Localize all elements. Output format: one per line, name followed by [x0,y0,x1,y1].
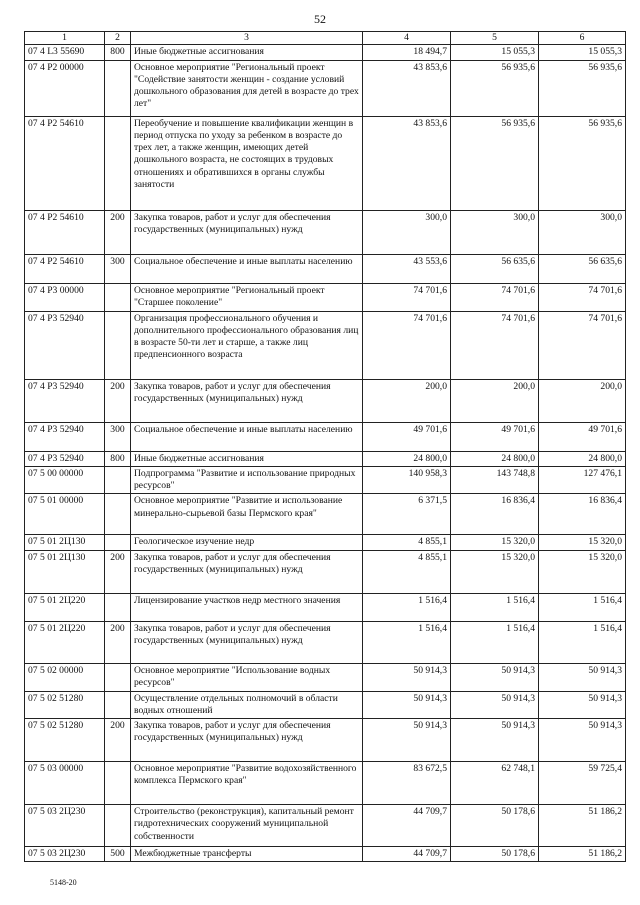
row-expense-type [105,466,131,494]
table-row [25,283,626,311]
table-row [25,663,626,691]
row-value-2021: 127 476,1 [539,466,626,494]
row-name: Закупка товаров, работ и услуг для обеспечения государственных (муниципальных) нужд [131,550,363,593]
row-name: Основное мероприятие "Развитие водохозяйственного комплекса Пермского края" [131,762,363,805]
row-value-2021: 51 186,2 [539,847,626,862]
table-row [25,60,626,116]
row-code: 07 5 01 2Ц220 [25,593,105,621]
row-expense-type [105,283,131,311]
row-code: 07 4 P2 54610 [25,254,105,283]
row-value-2019: 18 494,7 [363,45,451,60]
table-row [25,550,626,593]
column-header: 2 [105,32,131,45]
row-value-2020: 300,0 [451,210,539,254]
row-value-2019: 83 672,5 [363,762,451,805]
row-name: Основное мероприятие "Региональный проект "Содействие занятости женщин - создание условий дошкольного образования для детей в возрасте до трех лет" [131,60,363,116]
column-header: 6 [539,32,626,45]
row-expense-type [105,116,131,210]
row-value-2021: 1 516,4 [539,593,626,621]
row-value-2019: 44 709,7 [363,847,451,862]
row-value-2021: 74 701,6 [539,311,626,379]
row-expense-type: 300 [105,422,131,451]
row-code: 07 4 L3 55690 [25,45,105,60]
row-expense-type [105,60,131,116]
row-value-2020: 1 516,4 [451,621,539,663]
row-name: Межбюджетные трансферты [131,847,363,862]
row-value-2021: 16 836,4 [539,494,626,535]
column-header: 4 [363,32,451,45]
row-name: Иные бюджетные ассигнования [131,45,363,60]
row-value-2019: 43 853,6 [363,116,451,210]
row-code: 07 4 P3 52940 [25,422,105,451]
table-row [25,254,626,283]
row-code: 07 4 P3 00000 [25,283,105,311]
table-row [25,805,626,847]
row-value-2019: 74 701,6 [363,311,451,379]
row-value-2019: 4 855,1 [363,535,451,550]
row-value-2020: 24 800,0 [451,451,539,466]
row-name: Иные бюджетные ассигнования [131,451,363,466]
row-value-2019: 200,0 [363,379,451,422]
table-row [25,311,626,379]
row-code: 07 5 00 00000 [25,466,105,494]
row-name: Основное мероприятие "Использование водных ресурсов" [131,663,363,691]
table-row [25,494,626,535]
row-value-2021: 74 701,6 [539,283,626,311]
row-expense-type [105,805,131,847]
table-row [25,422,626,451]
row-value-2019: 49 701,6 [363,422,451,451]
row-code: 07 5 01 2Ц220 [25,621,105,663]
row-code: 07 5 01 2Ц130 [25,550,105,593]
row-code: 07 5 03 2Ц230 [25,847,105,862]
column-header: 1 [25,32,105,45]
row-value-2019: 43 553,6 [363,254,451,283]
table-row [25,379,626,422]
row-value-2021: 24 800,0 [539,451,626,466]
row-value-2019: 1 516,4 [363,593,451,621]
row-expense-type [105,311,131,379]
row-value-2020: 56 635,6 [451,254,539,283]
row-value-2021: 1 516,4 [539,621,626,663]
row-expense-type: 500 [105,847,131,862]
row-value-2021: 50 914,3 [539,719,626,762]
row-value-2019: 24 800,0 [363,451,451,466]
row-expense-type: 200 [105,621,131,663]
row-value-2021: 56 635,6 [539,254,626,283]
column-header: 3 [131,32,363,45]
table-row [25,535,626,550]
row-value-2021: 56 935,6 [539,116,626,210]
row-value-2021: 15 320,0 [539,535,626,550]
table-row [25,621,626,663]
page-number: 52 [314,12,326,26]
row-value-2020: 62 748,1 [451,762,539,805]
row-expense-type: 800 [105,451,131,466]
row-expense-type [105,535,131,550]
table-row [25,762,626,805]
row-name: Социальное обеспечение и иные выплаты населению [131,254,363,283]
table-body [25,45,626,862]
row-code: 07 4 P2 54610 [25,116,105,210]
row-value-2021: 15 055,3 [539,45,626,60]
row-code: 07 4 P3 52940 [25,379,105,422]
row-value-2020: 50 914,3 [451,719,539,762]
row-value-2020: 200,0 [451,379,539,422]
row-name: Геологическое изучение недр [131,535,363,550]
table-row [25,719,626,762]
row-value-2021: 15 320,0 [539,550,626,593]
row-code: 07 4 P2 54610 [25,210,105,254]
row-value-2020: 50 914,3 [451,691,539,719]
row-expense-type [105,663,131,691]
row-expense-type: 800 [105,45,131,60]
row-value-2019: 1 516,4 [363,621,451,663]
row-expense-type: 200 [105,379,131,422]
row-value-2020: 15 320,0 [451,535,539,550]
row-value-2020: 74 701,6 [451,311,539,379]
row-expense-type [105,762,131,805]
row-value-2020: 50 178,6 [451,805,539,847]
row-name: Закупка товаров, работ и услуг для обеспечения государственных (муниципальных) нужд [131,621,363,663]
row-name: Основное мероприятие "Развитие и использование минерально-сырьевой базы Пермского края" [131,494,363,535]
table-row [25,116,626,210]
row-value-2019: 300,0 [363,210,451,254]
row-value-2021: 51 186,2 [539,805,626,847]
row-name: Переобучение и повышение квалификации женщин в период отпуска по уходу за ребенком в возрасте до трех лет, а также женщин, имеющих детей дошкольного возраста, не состоящих в трудовых отношениях и обратившихся в органы службы занятости [131,116,363,210]
row-value-2021: 50 914,3 [539,691,626,719]
row-value-2019: 50 914,3 [363,719,451,762]
row-value-2020: 74 701,6 [451,283,539,311]
row-value-2020: 1 516,4 [451,593,539,621]
table-row [25,210,626,254]
row-value-2019: 74 701,6 [363,283,451,311]
row-expense-type: 300 [105,254,131,283]
row-value-2019: 6 371,5 [363,494,451,535]
row-value-2020: 56 935,6 [451,60,539,116]
row-value-2019: 43 853,6 [363,60,451,116]
row-value-2020: 49 701,6 [451,422,539,451]
column-header: 5 [451,32,539,45]
row-name: Лицензирование участков недр местного значения [131,593,363,621]
table-row [25,45,626,60]
row-name: Основное мероприятие "Региональный проект "Старшее поколение" [131,283,363,311]
row-expense-type: 200 [105,210,131,254]
row-value-2021: 59 725,4 [539,762,626,805]
table-row [25,451,626,466]
row-value-2019: 50 914,3 [363,663,451,691]
row-value-2020: 50 178,6 [451,847,539,862]
budget-table [24,31,626,862]
row-value-2019: 50 914,3 [363,691,451,719]
row-name: Закупка товаров, работ и услуг для обеспечения государственных (муниципальных) нужд [131,719,363,762]
table-row [25,691,626,719]
row-value-2020: 15 055,3 [451,45,539,60]
row-name: Осуществление отдельных полномочий в области водных отношений [131,691,363,719]
row-name: Закупка товаров, работ и услуг для обеспечения государственных (муниципальных) нужд [131,379,363,422]
row-value-2019: 4 855,1 [363,550,451,593]
row-value-2019: 44 709,7 [363,805,451,847]
footer-code: 5148-20 [50,878,77,887]
table-row [25,847,626,862]
row-code: 07 5 02 00000 [25,663,105,691]
row-name: Организация профессионального обучения и дополнительного профессионального образования лиц в возрасте 50-ти лет и старше, а также лиц предпенсионного возраста [131,311,363,379]
row-expense-type [105,593,131,621]
row-value-2020: 16 836,4 [451,494,539,535]
row-code: 07 5 01 00000 [25,494,105,535]
row-name: Социальное обеспечение и иные выплаты населению [131,422,363,451]
row-value-2021: 50 914,3 [539,663,626,691]
row-expense-type [105,494,131,535]
row-value-2020: 56 935,6 [451,116,539,210]
row-name: Строительство (реконструкция), капитальный ремонт гидротехнических сооружений муниципальной собственности [131,805,363,847]
row-expense-type: 200 [105,550,131,593]
row-code: 07 4 P3 52940 [25,311,105,379]
row-value-2020: 15 320,0 [451,550,539,593]
row-code: 07 5 01 2Ц130 [25,535,105,550]
row-value-2021: 200,0 [539,379,626,422]
row-name: Закупка товаров, работ и услуг для обеспечения государственных (муниципальных) нужд [131,210,363,254]
row-code: 07 5 02 51280 [25,691,105,719]
row-code: 07 5 02 51280 [25,719,105,762]
row-name: Подпрограмма "Развитие и использование природных ресурсов" [131,466,363,494]
table-row [25,593,626,621]
row-code: 07 5 03 00000 [25,762,105,805]
row-value-2020: 143 748,8 [451,466,539,494]
row-value-2019: 140 958,3 [363,466,451,494]
row-value-2021: 56 935,6 [539,60,626,116]
row-expense-type: 200 [105,719,131,762]
row-code: 07 5 03 2Ц230 [25,805,105,847]
row-value-2021: 49 701,6 [539,422,626,451]
table-header-row [25,32,626,45]
row-code: 07 4 P3 52940 [25,451,105,466]
row-expense-type [105,691,131,719]
row-code: 07 4 P2 00000 [25,60,105,116]
row-value-2021: 300,0 [539,210,626,254]
row-value-2020: 50 914,3 [451,663,539,691]
table-row [25,466,626,494]
